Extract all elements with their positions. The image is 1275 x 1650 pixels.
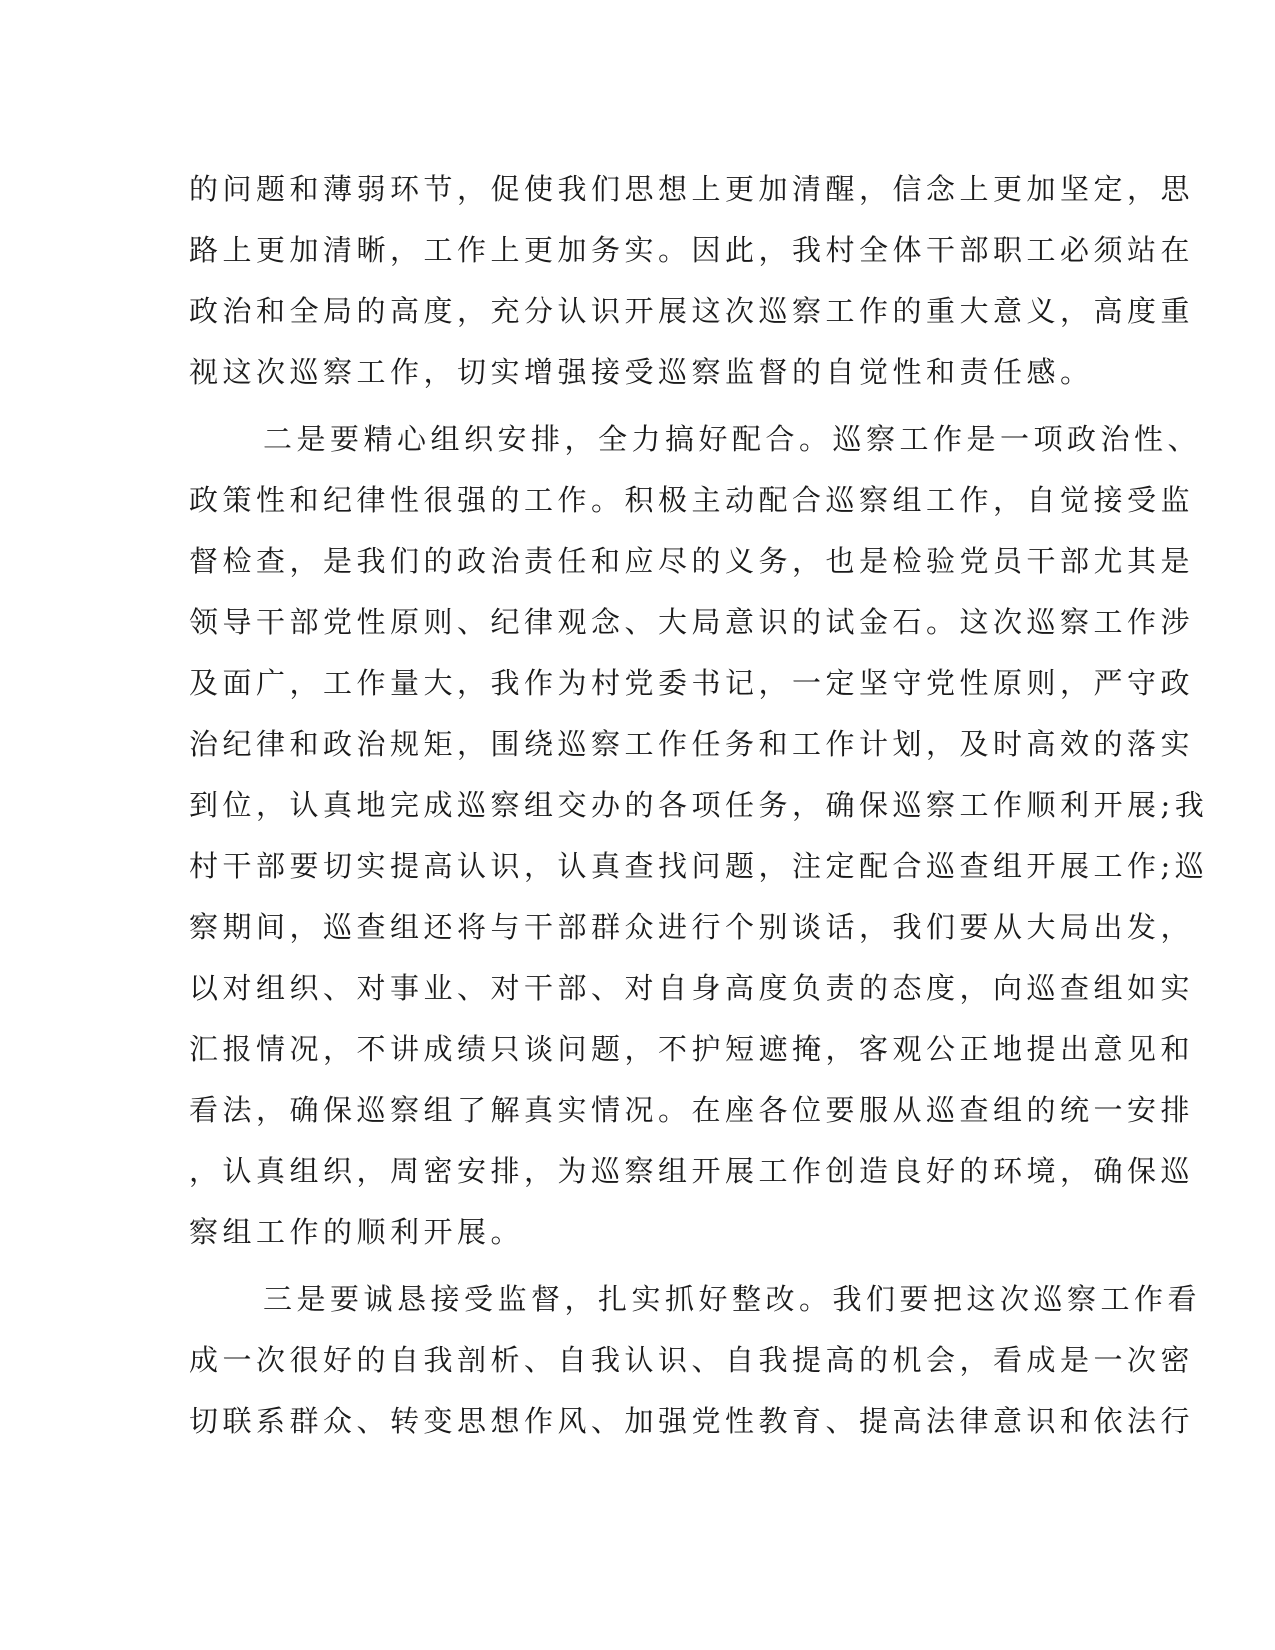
paragraph-start-line: 二是要精心组织安排，全力搞好配合。巡察工作是一项政治性、 [263, 422, 1202, 456]
text-line: 到位，认真地完成巡察组交办的各项任务，确保巡察工作顺利开展;我 [189, 788, 1209, 822]
text-line: 看法，确保巡察组了解真实情况。在座各位要服从巡查组的统一安排 [189, 1093, 1195, 1127]
paragraph-start-line: 三是要诚恳接受监督，扎实抓好整改。我们要把这次巡察工作看 [263, 1282, 1202, 1316]
text-line: 察组工作的顺利开展。 [189, 1215, 525, 1249]
text-line: 察期间，巡查组还将与干部群众进行个别谈话，我们要从大局出发， [189, 910, 1195, 944]
text-line: 路上更加清晰，工作上更加务实。因此，我村全体干部职工必须站在 [189, 233, 1195, 267]
text-line: 督检查，是我们的政治责任和应尽的义务，也是检验党员干部尤其是 [189, 544, 1195, 578]
text-line: 及面广，工作量大，我作为村党委书记，一定坚守党性原则，严守政 [189, 666, 1195, 700]
text-line: 以对组织、对事业、对干部、对自身高度负责的态度，向巡查组如实 [189, 971, 1195, 1005]
text-line: 视这次巡察工作，切实增强接受巡察监督的自觉性和责任感。 [189, 355, 1094, 389]
text-line: ，认真组织，周密安排，为巡察组开展工作创造良好的环境，确保巡 [189, 1154, 1195, 1188]
text-line: 政治和全局的高度，充分认识开展这次巡察工作的重大意义，高度重 [189, 294, 1195, 328]
text-line: 领导干部党性原则、纪律观念、大局意识的试金石。这次巡察工作涉 [189, 605, 1195, 639]
text-line: 汇报情况，不讲成绩只谈问题，不护短遮掩，客观公正地提出意见和 [189, 1032, 1195, 1066]
text-line: 的问题和薄弱环节，促使我们思想上更加清醒，信念上更加坚定，思 [189, 172, 1195, 206]
text-line: 切联系群众、转变思想作风、加强党性教育、提高法律意识和依法行 [189, 1404, 1195, 1438]
text-line: 成一次很好的自我剖析、自我认识、自我提高的机会，看成是一次密 [189, 1343, 1195, 1377]
text-line: 治纪律和政治规矩，围绕巡察工作任务和工作计划，及时高效的落实 [189, 727, 1195, 761]
body-text [189, 159, 1209, 1452]
text-line: 政策性和纪律性很强的工作。积极主动配合巡察组工作，自觉接受监 [189, 483, 1195, 517]
text-line: 村干部要切实提高认识，认真查找问题，注定配合巡查组开展工作;巡 [189, 849, 1209, 883]
